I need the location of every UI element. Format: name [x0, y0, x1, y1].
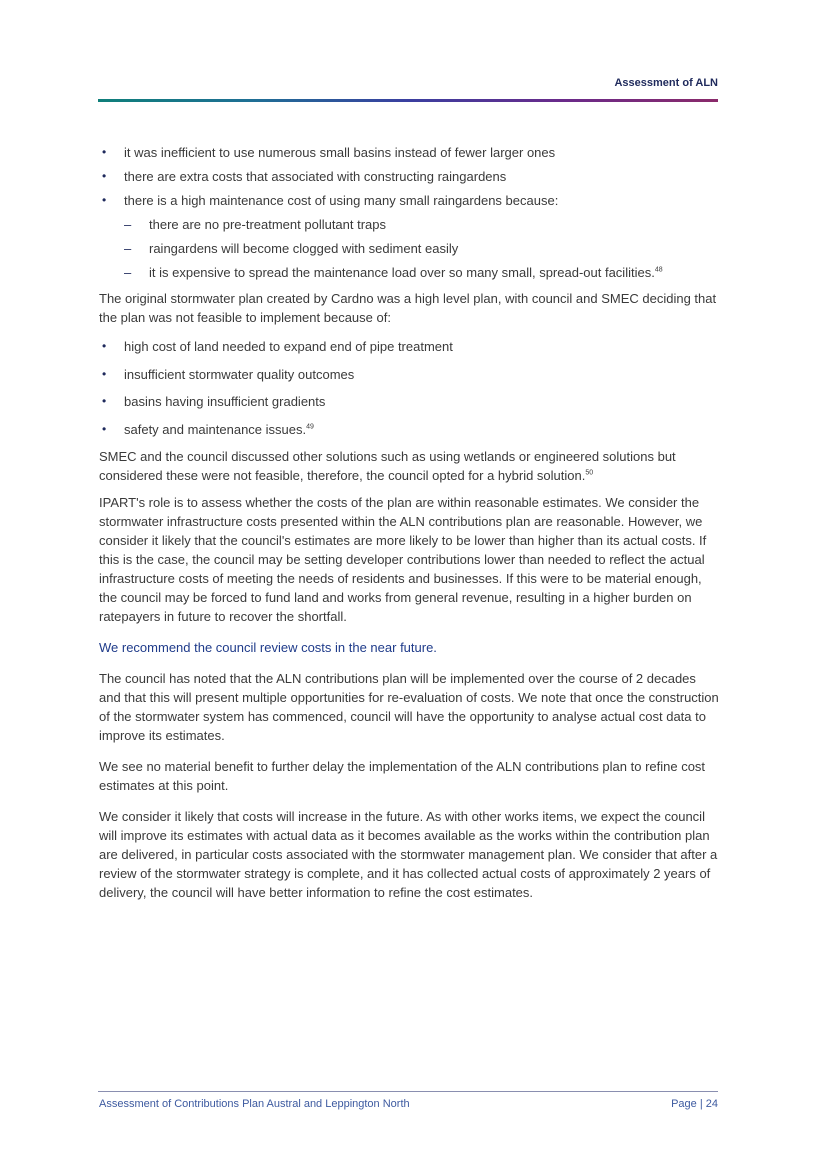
footnote-ref[interactable]: 50	[585, 469, 594, 477]
paragraph-increase: We consider it likely that costs will increase in the future. As with other works items, we expect the council will improve its estimates with actual data as it becomes available as the works within the contribution plan are delivered, in particular costs associated with the stormwater management plan. We consider that after a review of the stormwater strategy is complete, and it has collected actual costs of approximately 2 years of delivery, the council will have better information to refine the cost estimates.	[99, 809, 718, 900]
footnote-ref[interactable]: 48	[654, 266, 663, 274]
page-body	[99, 143, 719, 910]
bullet-icon: •	[102, 145, 107, 159]
sublist-item: – there are no pre-treatment pollutant traps	[124, 217, 387, 232]
reasons-list	[99, 143, 719, 282]
list-item: • basins having insufficient gradients	[102, 394, 326, 409]
list-item: • insufficient stormwater quality outcomes	[102, 366, 355, 382]
recommendation: We recommend the council review costs in the near future.	[99, 640, 437, 655]
dash-icon: –	[124, 217, 132, 232]
dash-icon: –	[124, 265, 132, 280]
footnote-ref[interactable]: 49	[306, 423, 314, 431]
bullet-icon: •	[102, 366, 107, 381]
list-item: • safety and maintenance issues.$^{49}$	[102, 421, 314, 437]
footer-rule	[98, 1091, 718, 1092]
running-header: Assessment of ALN	[614, 77, 718, 89]
footer-document-title: Assessment of Contributions Plan Austral and Leppington North	[99, 1098, 410, 1110]
maintenance-sublist	[124, 215, 719, 282]
list-item: • high cost of land needed to expand end of pipe treatment	[102, 339, 453, 354]
paragraph-benefit: We see no material benefit to further delay the implementation of the ALN contributions plan to refine cost estimates at this point.	[99, 759, 706, 793]
bullet-icon: •	[102, 339, 107, 353]
sublist-item: – it is expensive to spread the maintenance load over so many small, spread-out facilities.$^{48}$	[124, 265, 663, 280]
paragraph-council: The council has noted that the ALN contributions plan will be implemented over the course of 2 decades and that this will present multiple opportunities for re-evaluation of costs. We note that once the construction of the stormwater system has commenced, council will have the opportunity to analyse actual cost data to improve its estimates.	[99, 671, 719, 743]
bullet-icon: •	[102, 394, 107, 408]
dash-icon: –	[124, 241, 132, 256]
paragraph-cardno: The original stormwater plan created by Cardno was a high level plan, with council and SMEC deciding that the plan was not feasible to implement because of:	[99, 291, 717, 325]
paragraph-ipart: IPART's role is to assess whether the costs of the plan are within reasonable estimates. We consider the stormwater infrastructure costs presented within the ALN contributions plan are reasonable. However, we consider it likely that the council's estimates are more likely to be lower than higher than its actual costs. If this is the case, the council may be setting developer contributions lower than needed to reflect the actual infrastructure costs of meeting the needs of residents and businesses. If this were to be material enough, the council may be forced to fund land and works from general revenue, resulting in a higher burden on ratepayers in future to recover the shortfall.	[99, 495, 707, 624]
sublist-item: – raingardens will become clogged with sediment easily	[124, 241, 459, 256]
bullet-icon: •	[102, 421, 107, 436]
infeasibility-list	[99, 337, 719, 439]
bullet-icon: •	[102, 169, 107, 183]
bullet-icon: •	[102, 193, 107, 207]
list-item: • there are extra costs that associated with constructing raingardens	[102, 169, 507, 184]
page-number: Page | 24	[671, 1098, 718, 1110]
list-item: • there is a high maintenance cost of using many small raingardens because: – there are no pre-treatment pollutant traps – raingardens will become clogged with sediment easily – it is expensive to spread the maintenance load over so many small, spread-out facilities.$^{48}$	[99, 191, 719, 282]
paragraph-smec: SMEC and the council discussed other solutions such as using wetlands or engineered solutions but considered these were not feasible, therefore, the council opted for a hybrid solution.$^{50}$	[99, 449, 676, 483]
list-item: • it was inefficient to use numerous small basins instead of fewer larger ones	[102, 145, 556, 160]
header-gradient-rule	[98, 99, 718, 102]
